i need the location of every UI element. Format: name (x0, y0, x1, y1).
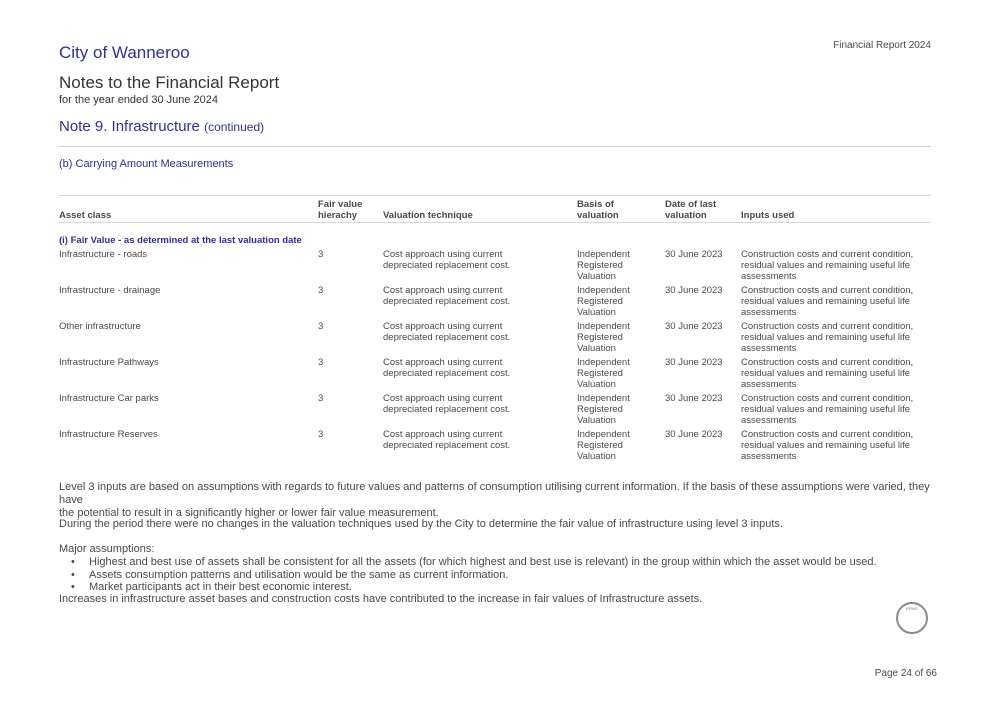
header-inputs: Inputs used (741, 210, 795, 221)
cell-line: 30 June 2023 (665, 321, 723, 332)
cell-line: depreciated replacement cost. (383, 332, 511, 343)
cell-line: assessments (741, 343, 797, 354)
cell-line: Valuation (577, 379, 616, 390)
cell-line: Cost approach using current (383, 285, 503, 296)
paragraph-level3 (59, 481, 939, 520)
cell-line: residual values and remaining useful life (741, 260, 910, 271)
cell-line: Valuation (577, 343, 616, 354)
cell-line: assessments (741, 415, 797, 426)
cell-basis-of-valuation (577, 285, 630, 318)
cell-basis-of-valuation (577, 357, 630, 390)
audit-seal-icon (896, 602, 928, 634)
cell-valuation-technique (383, 249, 510, 271)
cell-line: Construction costs and current condition, (741, 249, 914, 260)
assumption-item: Market participants act in their best economic interest. (89, 581, 352, 593)
cell-line: depreciated replacement cost. (383, 404, 511, 415)
cell-basis-of-valuation (577, 393, 630, 426)
seal-text: KPMG (906, 606, 918, 611)
cell-line: 3 (318, 357, 324, 368)
cell-valuation-date (665, 429, 723, 440)
cell-fair-value-level (318, 249, 323, 260)
cell-line: Infrastructure Pathways (59, 357, 159, 368)
cell-valuation-date (665, 393, 723, 404)
cell-line: Cost approach using current (383, 249, 503, 260)
cell-line: 3 (318, 249, 324, 260)
cell-line: Infrastructure - drainage (59, 285, 161, 296)
cell-valuation-technique (383, 321, 510, 343)
cell-line: Valuation (577, 271, 616, 282)
cell-valuation-date (665, 285, 723, 296)
cell-valuation-technique (383, 429, 510, 451)
cell-line: 3 (318, 285, 324, 296)
cell-line: Registered (577, 296, 623, 307)
cell-line: depreciated replacement cost. (383, 368, 511, 379)
assumption-item: Highest and best use of assets shall be consistent for all the assets (for which highest and best use is relevant) in the group within which the asset would be used. (89, 556, 877, 568)
assumptions-title: Major assumptions: (59, 543, 155, 555)
paragraph-increases: Increases in infrastructure asset bases and construction costs have contributed to the increase in fair values of Infrastructure assets. (59, 593, 703, 605)
cell-fair-value-level (318, 285, 323, 296)
cell-line: Cost approach using current (383, 357, 503, 368)
cell-line: assessments (741, 271, 797, 282)
cell-line: assessments (741, 307, 797, 318)
cell-inputs-used (741, 321, 913, 354)
cell-fair-value-level (318, 321, 323, 332)
cell-line: depreciated replacement cost. (383, 260, 511, 271)
cell-line: Independent (577, 249, 630, 260)
cell-line: Cost approach using current (383, 393, 503, 404)
paragraph-no-changes: During the period there were no changes in the valuation techniques used by the City to determine the fair value of infrastructure using level 3 inputs. (59, 518, 783, 530)
bullet-icon: • (71, 556, 75, 568)
organisation-name: City of Wanneroo (59, 43, 190, 62)
cell-line: Independent (577, 429, 630, 440)
header-technique: Valuation technique (383, 210, 473, 221)
cell-asset-class (59, 357, 159, 368)
cell-line: 3 (318, 429, 324, 440)
cell-line: 30 June 2023 (665, 429, 723, 440)
cell-line: Cost approach using current (383, 429, 503, 440)
header-fair-value-line2: hierachy (318, 210, 358, 221)
cell-line: Infrastructure Reserves (59, 429, 158, 440)
table-top-rule (59, 195, 931, 196)
cell-fair-value-level (318, 357, 323, 368)
cell-line: Construction costs and current condition, (741, 357, 914, 368)
table-header-rule (59, 222, 931, 223)
cell-inputs-used (741, 393, 913, 426)
header-fair-value-line1: Fair value (318, 199, 363, 210)
cell-basis-of-valuation (577, 429, 630, 462)
bullet-icon: • (71, 581, 75, 593)
paragraph-level3-line1: Level 3 inputs are based on assumptions with regards to future values and patterns of consumption utilising current information. If the basis of these assumptions were varied, they have (59, 481, 930, 506)
header-basis-line2: valuation (577, 210, 619, 221)
cell-valuation-date (665, 249, 723, 260)
group-label: (i) Fair Value - as determined at the last valuation date (59, 235, 302, 246)
cell-line: Valuation (577, 307, 616, 318)
cell-line: Cost approach using current (383, 321, 503, 332)
note-suffix: (continued) (204, 120, 265, 134)
cell-line: Valuation (577, 451, 616, 462)
cell-line: depreciated replacement cost. (383, 296, 511, 307)
header-basis (577, 199, 619, 221)
cell-line: assessments (741, 379, 797, 390)
header-date (665, 199, 716, 221)
cell-inputs-used (741, 429, 913, 462)
page-number: Page 24 of 66 (874, 668, 937, 679)
header-basis-line1: Basis of (577, 199, 614, 210)
cell-line: Construction costs and current condition, (741, 429, 914, 440)
cell-valuation-technique (383, 393, 510, 415)
divider (59, 146, 931, 147)
section-title: (b) Carrying Amount Measurements (59, 158, 234, 170)
cell-asset-class (59, 321, 141, 332)
cell-asset-class (59, 249, 147, 260)
cell-line: Construction costs and current condition, (741, 393, 914, 404)
cell-line: Independent (577, 321, 630, 332)
cell-line: 3 (318, 321, 324, 332)
cell-line: Other infrastructure (59, 321, 141, 332)
cell-line: depreciated replacement cost. (383, 440, 511, 451)
cell-line: residual values and remaining useful life (741, 440, 910, 451)
note-heading (59, 118, 264, 135)
cell-line: Construction costs and current condition, (741, 321, 914, 332)
cell-line: Registered (577, 332, 623, 343)
cell-line: Independent (577, 393, 630, 404)
cell-valuation-date (665, 357, 723, 368)
cell-line: 30 June 2023 (665, 249, 723, 260)
cell-basis-of-valuation (577, 321, 630, 354)
header-date-line1: Date of last (665, 199, 717, 210)
cell-line: Registered (577, 440, 623, 451)
cell-valuation-technique (383, 285, 510, 307)
cell-valuation-technique (383, 357, 510, 379)
cell-inputs-used (741, 357, 913, 390)
cell-asset-class (59, 393, 159, 404)
cell-line: assessments (741, 451, 797, 462)
cell-line: 30 June 2023 (665, 393, 723, 404)
header-asset-class: Asset class (59, 210, 112, 221)
cell-line: Independent (577, 285, 630, 296)
cell-inputs-used (741, 249, 913, 282)
cell-line: Independent (577, 357, 630, 368)
cell-fair-value-level (318, 429, 323, 440)
cell-line: Construction costs and current condition, (741, 285, 914, 296)
cell-inputs-used (741, 285, 913, 318)
bullet-icon: • (71, 568, 75, 581)
cell-line: Valuation (577, 415, 616, 426)
report-label: Financial Report 2024 (833, 40, 931, 51)
cell-basis-of-valuation (577, 249, 630, 282)
cell-line: Registered (577, 260, 623, 271)
cell-line: Infrastructure - roads (59, 249, 148, 260)
cell-line: residual values and remaining useful life (741, 368, 910, 379)
cell-fair-value-level (318, 393, 323, 404)
cell-asset-class (59, 429, 158, 440)
cell-valuation-date (665, 321, 723, 332)
cell-line: Registered (577, 404, 623, 415)
header-fair-value (318, 199, 362, 221)
cell-line: Registered (577, 368, 623, 379)
cell-line: Infrastructure Car parks (59, 393, 159, 404)
assumption-item: Assets consumption patterns and utilisation would be the same as current information. (89, 568, 509, 581)
header-date-line2: valuation (665, 210, 707, 221)
page-title: Notes to the Financial Report (59, 73, 280, 92)
cell-line: residual values and remaining useful life (741, 332, 910, 343)
note-title: Note 9. Infrastructure (59, 118, 200, 135)
cell-line: residual values and remaining useful life (741, 296, 910, 307)
paragraph-level3-line2: the potential to result in a significantly higher or lower fair value measurement. (59, 507, 439, 519)
cell-line: 30 June 2023 (665, 357, 723, 368)
cell-line: 30 June 2023 (665, 285, 723, 296)
page-subtitle: for the year ended 30 June 2024 (59, 94, 219, 106)
cell-line: residual values and remaining useful life (741, 404, 910, 415)
cell-line: 3 (318, 393, 324, 404)
cell-asset-class (59, 285, 160, 296)
